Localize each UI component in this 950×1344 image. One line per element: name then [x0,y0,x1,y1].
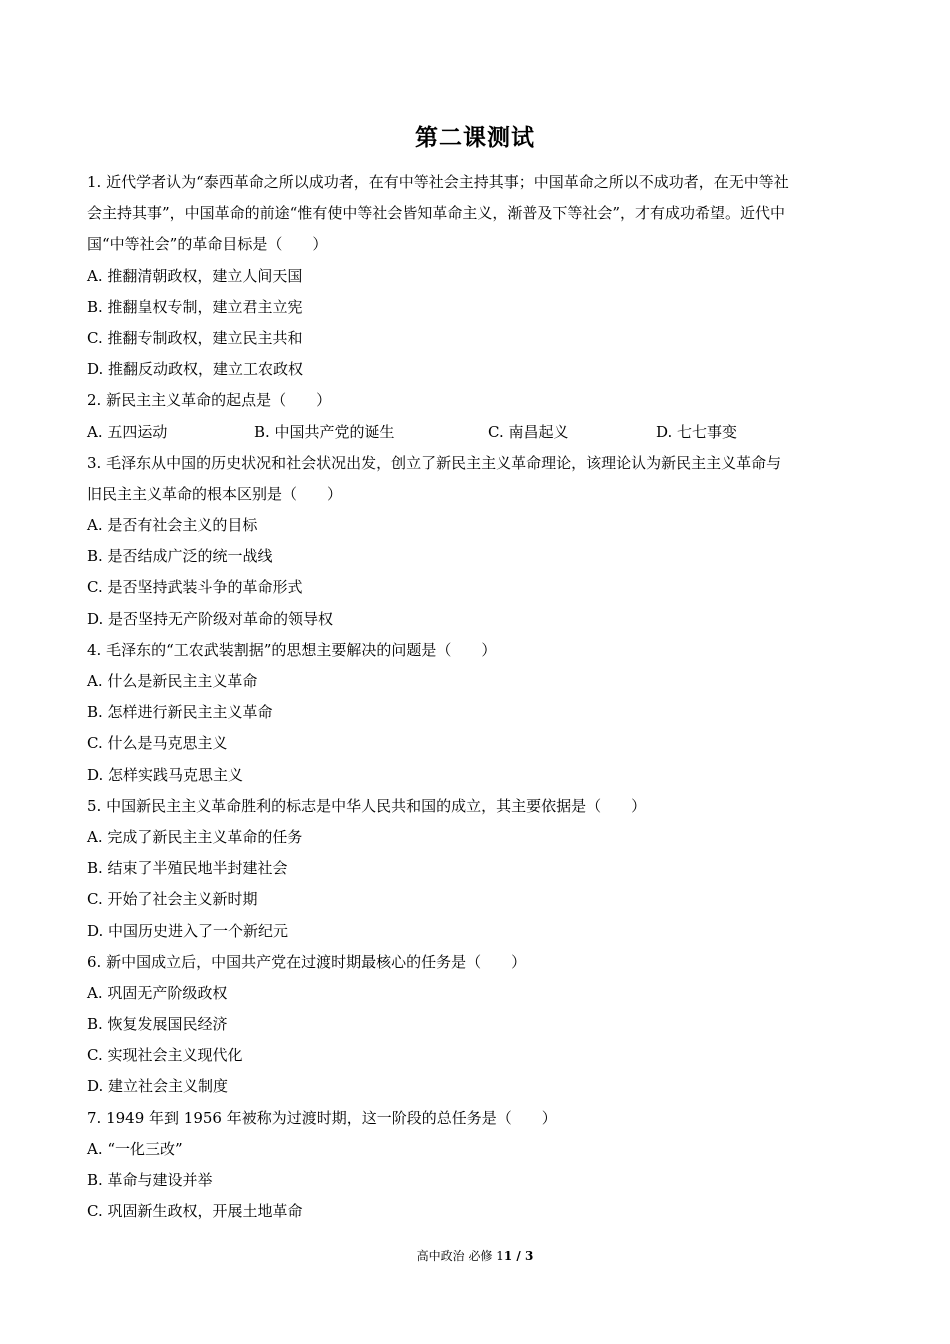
footer-label: 高中政治 必修 1 [416,1249,504,1263]
option-c: C. 实现社会主义现代化 [87,1046,243,1065]
option-b: B. 推翻皇权专制，建立君主立宪 [87,297,303,316]
question-4 [87,635,865,791]
option-d: D. 中国历史进入了一个新纪元 [87,921,289,940]
option-b: B. 中国共产党的诞生 [254,422,395,441]
question-stem-line: 6. 新中国成立后，中国共产党在过渡时期最核心的任务是（ ） [87,952,527,971]
question-stem-line: 1. 近代学者认为“泰西革命之所以成功者，在有中等社会主持其事；中国革命之所以不成功者，在无中等社 [87,173,789,191]
option-b: B. 结束了半殖民地半封建社会 [87,859,288,878]
question-list [87,167,865,1227]
option-a: A. 巩固无产阶级政权 [87,983,228,1002]
question-6 [87,947,865,1103]
option-d: D. 推翻反动政权，建立工农政权 [87,360,304,379]
option-row [87,417,865,448]
option-d: D. 七七事变 [656,422,738,441]
option-c: C. 推翻专制政权，建立民主共和 [87,328,303,347]
question-stem-line: 7. 1949 年到 1956 年被称为过渡时期，这一阶段的总任务是（ ） [87,1108,557,1127]
option-c: C. 是否坚持武装斗争的革命形式 [87,578,303,597]
question-stem-line: 3. 毛泽东从中国的历史状况和社会状况出发，创立了新民主主义革命理论，该理论认为新民主主义革命与 [87,453,782,472]
question-stem-line: 旧民主主义革命的根本区别是（ ） [87,484,343,503]
option-a: A. 什么是新民主主义革命 [87,672,258,690]
option-c: C. 开始了社会主义新时期 [87,890,258,909]
option-d: D. 建立社会主义制度 [87,1077,229,1096]
option-d: D. 怎样实践马克思主义 [87,765,244,784]
option-a: A. 完成了新民主主义革命的任务 [87,827,303,846]
page-title: 第二课测试 [415,125,535,151]
option-c: C. 巩固新生政权，开展土地革命 [87,1202,303,1221]
option-a: A. 推翻清朝政权，建立人间天国 [87,266,303,285]
option-a: A. 五四运动 [87,422,168,441]
question-2 [87,385,865,447]
option-b: B. 革命与建设并举 [87,1171,213,1189]
option-d: D. 是否坚持无产阶级对革命的领导权 [87,609,334,628]
option-a: A. 是否有社会主义的目标 [87,516,258,535]
question-stem-line: 5. 中国新民主主义革命胜利的标志是中华人民共和国的成立，其主要依据是（ ） [87,796,647,815]
question-5 [87,791,865,947]
page-footer [0,1247,950,1265]
question-stem-line: 会主持其事”，中国革命的前途“惟有使中等社会皆知革命主义，渐普及下等社会”，才有成功希望。近代中 [87,204,786,223]
option-b: B. 是否结成广泛的统一战线 [87,547,273,566]
option-a: A. “一化三改” [87,1139,183,1158]
option-c: C. 什么是马克思主义 [87,734,228,753]
question-stem-line: 2. 新民主主义革命的起点是（ ） [87,391,332,410]
question-7 [87,1103,865,1228]
question-stem-line: 4. 毛泽东的“工农武装割据”的思想主要解决的问题是（ ） [87,640,497,659]
option-c: C. 南昌起义 [488,422,569,441]
question-1 [87,167,865,385]
question-stem-line: 国“中等社会”的革命目标是（ ） [87,235,328,254]
page-number: 1 / 3 [503,1249,534,1263]
question-3 [87,448,865,635]
option-b: B. 怎样进行新民主主义革命 [87,703,273,722]
option-b: B. 恢复发展国民经济 [87,1015,228,1034]
